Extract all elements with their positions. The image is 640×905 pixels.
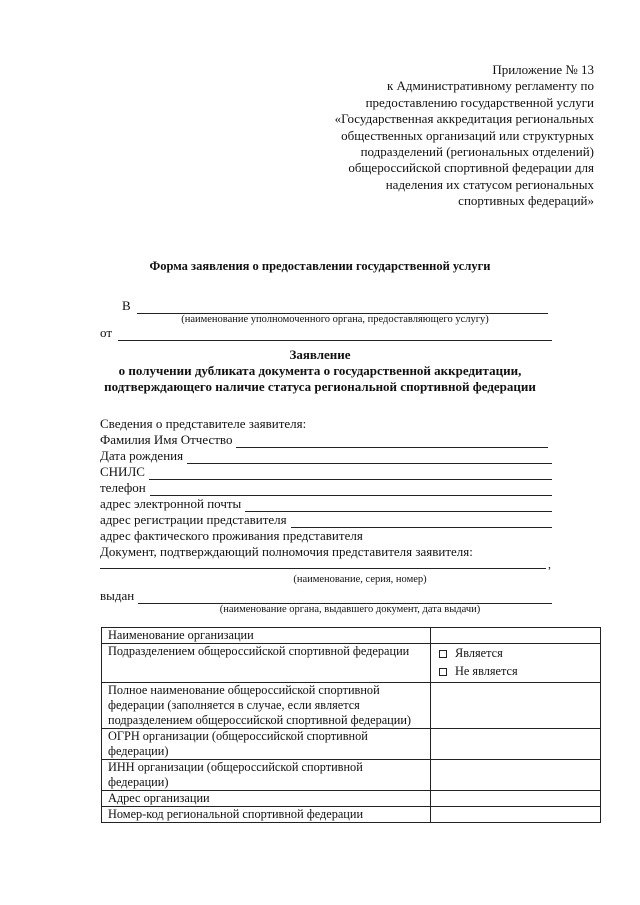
field-label: адрес регистрации представителя — [100, 512, 287, 527]
field-input-line[interactable] — [150, 484, 552, 496]
field-input-line[interactable] — [236, 436, 548, 448]
field-phone — [100, 480, 552, 496]
table-cell-value[interactable] — [431, 729, 601, 760]
from-label: от — [100, 325, 113, 340]
to-row — [122, 298, 548, 314]
table-row — [102, 683, 601, 729]
field-full-name — [100, 432, 548, 448]
table-row — [102, 644, 601, 683]
table-row — [102, 807, 601, 823]
table-cell-value[interactable] — [431, 628, 601, 644]
table-cell-label: Номер-код региональной спортивной федерации — [102, 807, 431, 823]
field-label: адрес электронной почты — [100, 496, 242, 511]
to-input-line[interactable] — [137, 301, 548, 314]
division-options-cell — [431, 644, 601, 683]
field-registration-address — [100, 512, 552, 528]
table-cell-value[interactable] — [431, 683, 601, 729]
table-cell-value[interactable] — [431, 760, 601, 791]
field-snils — [100, 464, 552, 480]
statement-subtitle-2: подтверждающего наличие статуса региональной спортивной федерации — [104, 379, 536, 394]
field-email — [100, 496, 552, 512]
option-no[interactable] — [439, 664, 594, 679]
option-no-label: Не является — [455, 664, 518, 678]
field-input-line[interactable] — [138, 592, 552, 604]
issued-hint: (наименование органа, выдавшего документ, дата выдачи) — [219, 604, 481, 615]
field-label: выдан — [100, 588, 135, 603]
from-input-line[interactable] — [118, 328, 552, 341]
table-cell-label: Наименование организации — [102, 628, 431, 644]
appendix-title: Приложение № 13 — [492, 62, 594, 77]
form-title: Форма заявления о предоставлении государственной услуги — [149, 259, 491, 273]
representative-heading: Сведения о представителе заявителя: — [100, 416, 307, 431]
checkbox-icon[interactable] — [439, 668, 447, 676]
field-actual-address — [100, 528, 552, 544]
field-issued — [100, 588, 552, 604]
statement-subtitle-1: о получении дубликата документа о государственной аккредитации, — [118, 363, 522, 378]
comma-mark: , — [548, 557, 551, 571]
statement-heading — [0, 347, 640, 395]
table-cell-value[interactable] — [431, 807, 601, 823]
table-row — [102, 729, 601, 760]
table-cell-label: ОГРН организации (общероссийской спортивной федерации) — [102, 729, 431, 760]
field-input-line[interactable] — [187, 452, 552, 464]
table-cell-label: Адрес организации — [102, 791, 431, 807]
field-label: Фамилия Имя Отчество — [100, 432, 233, 447]
table-row — [102, 628, 601, 644]
option-yes[interactable] — [439, 646, 594, 661]
appendix-block — [334, 62, 594, 210]
field-birth-date — [100, 448, 552, 464]
option-yes-label: Является — [455, 646, 503, 660]
table-cell-value[interactable] — [431, 791, 601, 807]
field-input-line[interactable] — [149, 468, 552, 480]
field-label: СНИЛС — [100, 464, 145, 479]
table-cell-label: Полное наименование общероссийской спортивной федерации (заполняется в случае, если является подразделением общероссийской спортивной федерации) — [102, 683, 431, 729]
to-hint: (наименование уполномоченного органа, предоставляющего услугу) — [181, 314, 489, 325]
table-row — [102, 791, 601, 807]
appendix-text: к Административному регламенту по предоставлению государственной услуги «Государственная аккредитация региональных общественных организаций или структурных подразделений (региональных отделений) общероссийской спортивной федерации для наделения их статусом региональных спортивных федераций» — [334, 78, 594, 209]
field-label: телефон — [100, 480, 146, 495]
table-row — [102, 760, 601, 791]
field-label: адрес фактического проживания представителя — [100, 528, 363, 543]
authority-doc-hint: (наименование, серия, номер) — [293, 574, 427, 585]
field-input-line[interactable] — [245, 500, 552, 512]
field-input-line[interactable] — [291, 516, 552, 528]
statement-title: Заявление — [289, 347, 351, 362]
checkbox-icon[interactable] — [439, 650, 447, 658]
to-label: В — [122, 298, 131, 313]
table-cell-label: ИНН организации (общероссийской спортивной федерации) — [102, 760, 431, 791]
authority-doc-input-line[interactable] — [100, 556, 546, 569]
table-cell-label: Подразделением общероссийской спортивной федерации — [102, 644, 431, 683]
organization-table — [101, 627, 601, 823]
field-label: Дата рождения — [100, 448, 184, 463]
authority-doc-label: Документ, подтверждающий полномочия представителя заявителя: — [100, 544, 473, 559]
from-row — [100, 325, 552, 341]
